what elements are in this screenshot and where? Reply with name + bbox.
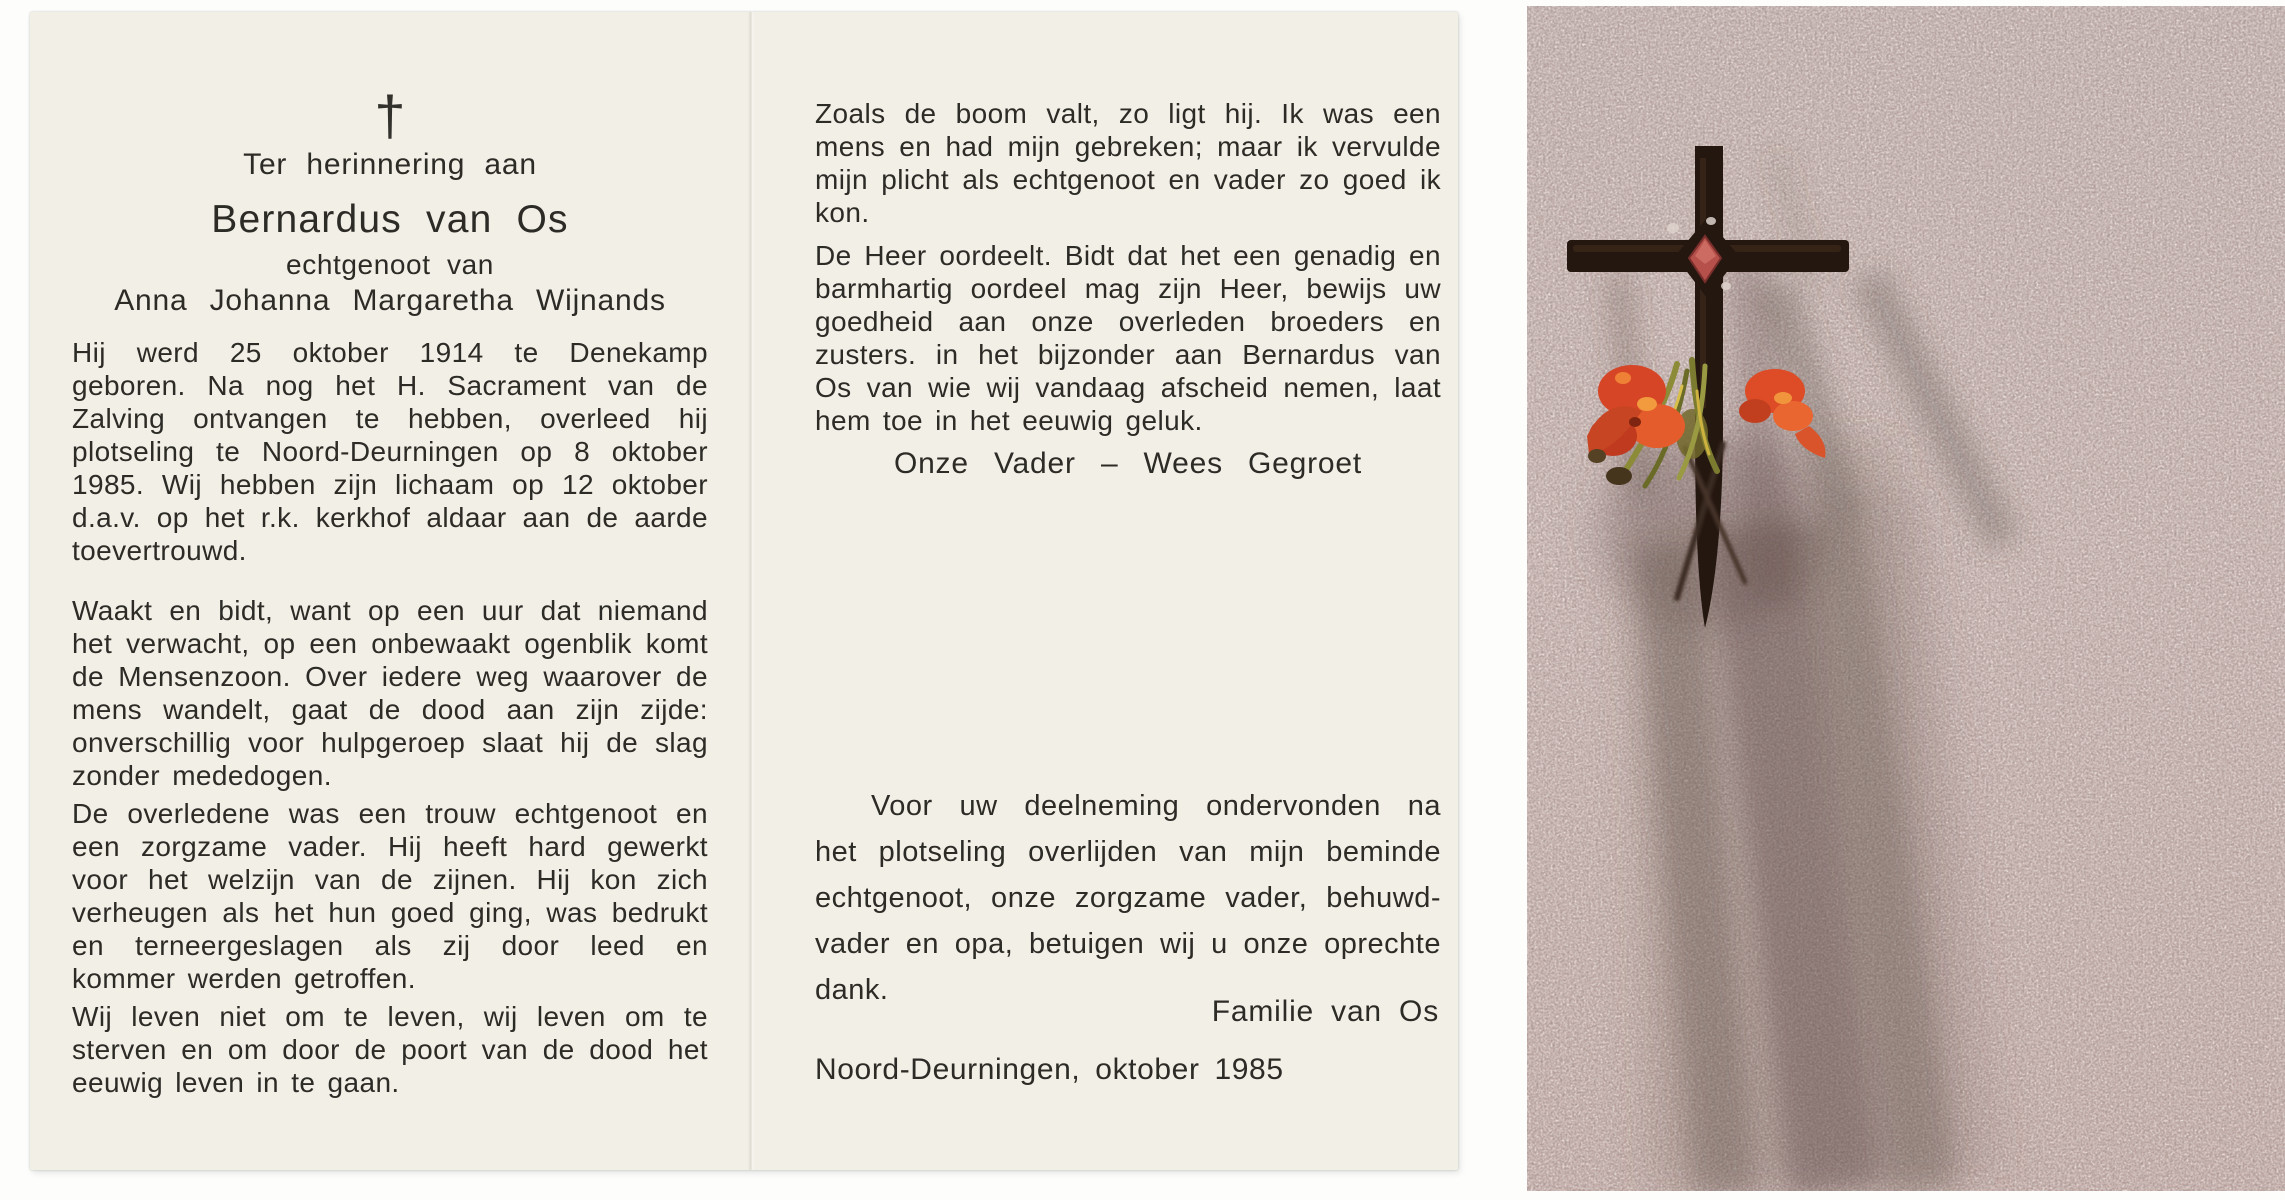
cross-symbol: †	[374, 84, 406, 147]
eulogy-paragraph: De overledene was een trouw echtgenoot en een zorgzame vader. Hij heeft hard gewerkt voor het welzijn van de zijnen. Hij kon zich verheugen als het hun goed ging, was bedrukt en terneergeslagen als zij door leed en kommer werden getroffen.	[72, 798, 708, 994]
closing-paragraph: Wij leven niet om te leven, wij leven om te sterven en om door de poort van de dood het eeuwig leven in te gaan.	[72, 1001, 708, 1098]
prayer-paragraph: De Heer oordeelt. Bidt dat het een genadig en barmhartig oordeel mag zijn Heer, bewijs uw goedheid aan onze overleden broeders en zusters. in het bijzonder aan Bernardus van Os van wie wij vandaag afscheid nemen, laat hem toe in het eeuwig geluk.	[815, 240, 1441, 436]
family-signature: Familie van Os	[1211, 995, 1439, 1028]
quote-paragraph: Zoals de boom valt, zo ligt hij. Ik was een mens en had mijn gebreken; maar ik vervulde mijn plicht als echtgenoot en vader zo goed ik kon.	[815, 98, 1441, 228]
biography-paragraph: Hij werd 25 oktober 1914 te Denekamp geboren. Na nog het H. Sacrament van de Zalving ontvangen te hebben, overleed hij plotseling te Noord-Deurningen op 8 oktober 1985. Wij hebben zijn lichaam op 12 oktober d.a.v. op het r.k. kerkhof aldaar aan de aarde toevertrouwd.	[72, 337, 708, 566]
prayer-titles-line: Onze Vader – Wees Gegroet	[893, 447, 1363, 480]
card-fold-line	[748, 12, 754, 1170]
acknowledgement-paragraph: Voor uw deelneming ondervonden na het plotseling overlijden van mijn beminde echtgenoot, onze zorgzame vader, behuwd-vader en opa, betuigen wij u onze oprechte dank.	[815, 790, 1441, 1006]
place-and-date: Noord-Deurningen, oktober 1985	[815, 1053, 1284, 1086]
memorial-card	[30, 12, 1458, 1170]
card-left-page	[72, 12, 708, 1170]
relation-line: echtgenoot van	[286, 249, 494, 280]
spouse-name: Anna Johanna Margaretha Wijnands	[114, 284, 666, 317]
meditation-paragraph: Waakt en bidt, want op een uur dat niemand het verwacht, op een onbewaakt ogenblik komt de Mensenzoon. Over iedere weg waarover de mens wandelt, gaat de dood aan zijn zijde: onverschillig voor hulpgeroep slaat hij de slag zonder mededogen.	[72, 595, 708, 791]
dedication-line: Ter herinnering aan	[243, 148, 537, 181]
cross-photo-art	[1527, 6, 2285, 1191]
card-middle-page	[815, 12, 1441, 1170]
deceased-name: Bernardus van Os	[211, 198, 569, 241]
cross-photo	[1527, 6, 2285, 1191]
